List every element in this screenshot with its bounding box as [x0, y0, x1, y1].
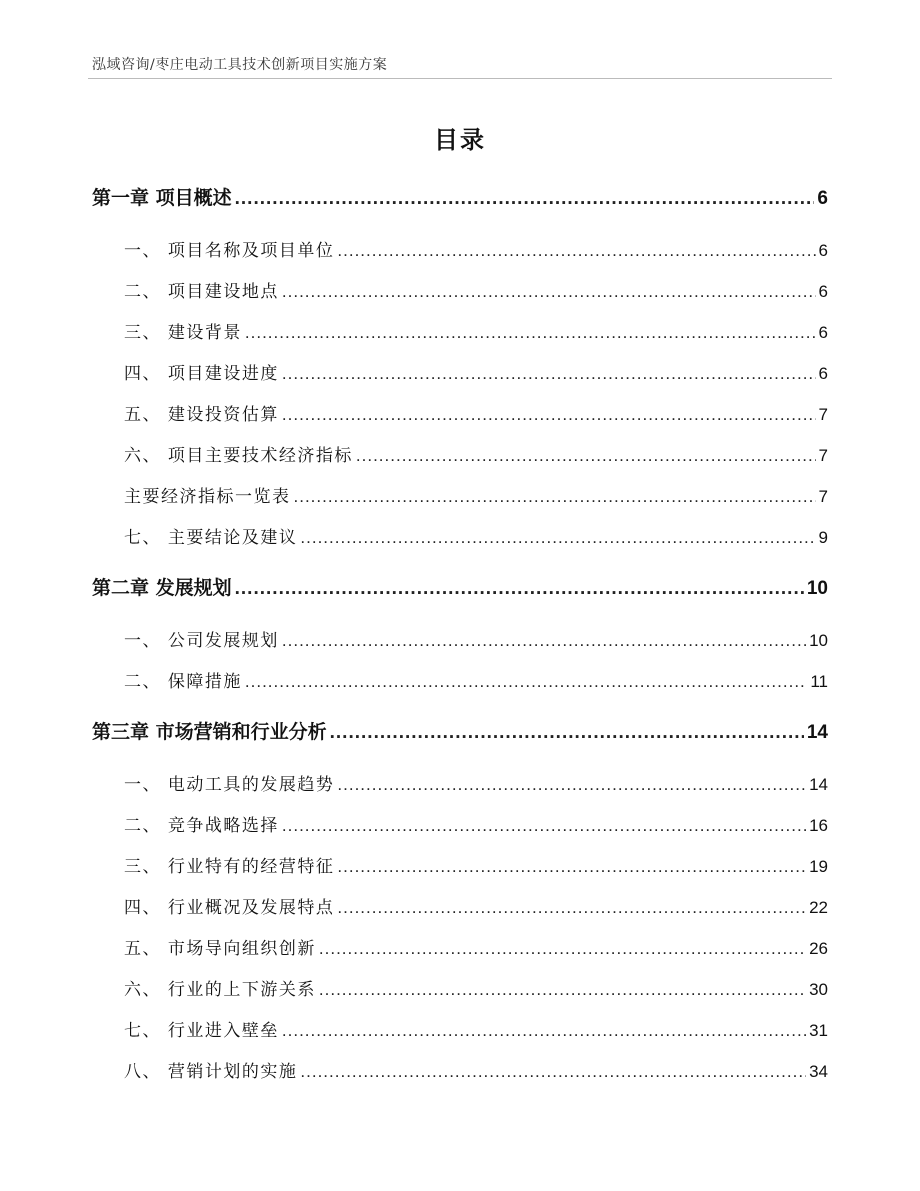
toc-leader-dots — [235, 569, 804, 609]
toc-section-label: 四、 项目建设进度 — [124, 364, 279, 384]
toc-leader-dots — [300, 517, 815, 558]
toc-leader-dots — [337, 887, 806, 928]
toc-section-label: 六、 项目主要技术经济指标 — [124, 446, 353, 466]
toc-section[interactable] — [92, 1051, 828, 1092]
toc-page-number: 6 — [818, 241, 828, 260]
toc-section-label: 一、 电动工具的发展趋势 — [124, 775, 335, 795]
toc-page-number: 10 — [809, 631, 828, 650]
toc-chapter-2[interactable] — [92, 568, 828, 608]
toc-leader-dots — [245, 661, 807, 702]
toc-page-number: 31 — [809, 1021, 828, 1040]
toc-section[interactable] — [92, 476, 828, 517]
toc-page-number: 16 — [809, 816, 828, 835]
toc-leader-dots — [282, 1010, 806, 1051]
toc-page-number: 6 — [818, 364, 828, 383]
toc-page-number: 11 — [810, 672, 828, 691]
toc-section[interactable] — [92, 846, 828, 887]
toc-section[interactable] — [92, 230, 828, 271]
toc-section[interactable] — [92, 928, 828, 969]
toc-leader-dots — [356, 435, 816, 476]
toc-chapter-3[interactable] — [92, 712, 828, 752]
toc-leader-dots — [330, 713, 804, 753]
toc-leader-dots — [245, 312, 816, 353]
toc-leader-dots — [294, 476, 816, 517]
toc-chapter-label: 第三章 市场营销和行业分析 — [92, 721, 327, 743]
toc-page-number: 6 — [818, 323, 828, 342]
toc-section-label: 五、 市场导向组织创新 — [124, 939, 316, 959]
toc-leader-dots — [235, 179, 815, 219]
toc-page-number: 19 — [809, 857, 828, 876]
toc-section-label: 一、 公司发展规划 — [124, 631, 279, 651]
toc-section-label: 二、 竞争战略选择 — [124, 816, 279, 836]
toc-page-number: 9 — [818, 528, 828, 547]
toc-page-number: 7 — [818, 405, 828, 424]
toc-leader-dots — [337, 230, 815, 271]
toc-page-number: 34 — [809, 1062, 828, 1081]
toc-chapter-1[interactable] — [92, 178, 828, 218]
toc-leader-dots — [282, 353, 816, 394]
toc-page-number: 6 — [817, 188, 828, 209]
toc-section-label: 八、 营销计划的实施 — [124, 1062, 298, 1082]
page-title: 目录 — [434, 125, 486, 154]
toc-section[interactable] — [92, 661, 828, 702]
toc-section-label: 七、 主要结论及建议 — [124, 528, 298, 548]
toc-section[interactable] — [92, 805, 828, 846]
toc-page-number: 6 — [818, 282, 828, 301]
toc-section[interactable] — [92, 312, 828, 353]
toc-page-number: 10 — [806, 578, 828, 599]
toc-page-number: 14 — [806, 722, 828, 743]
toc-page-number: 26 — [809, 939, 828, 958]
toc-section[interactable] — [92, 353, 828, 394]
toc-section[interactable] — [92, 969, 828, 1010]
toc-leader-dots — [282, 805, 806, 846]
toc-leader-dots — [319, 969, 806, 1010]
table-of-contents — [92, 178, 828, 1092]
toc-leader-dots — [337, 846, 806, 887]
toc-page-number: 7 — [818, 487, 828, 506]
toc-section-label: 主要经济指标一览表 — [124, 487, 291, 507]
toc-section-label: 二、 保障措施 — [124, 672, 242, 692]
toc-chapter-label: 第一章 项目概述 — [92, 187, 232, 209]
running-header: 泓域咨询/枣庄电动工具技术创新项目实施方案 — [92, 57, 388, 73]
toc-section[interactable] — [92, 435, 828, 476]
toc-section[interactable] — [92, 394, 828, 435]
toc-leader-dots — [282, 394, 816, 435]
toc-section-label: 三、 建设背景 — [124, 323, 242, 343]
toc-leader-dots — [300, 1051, 806, 1092]
toc-section[interactable] — [92, 620, 828, 661]
toc-section[interactable] — [92, 764, 828, 805]
toc-chapter-label: 第二章 发展规划 — [92, 577, 232, 599]
toc-leader-dots — [282, 620, 806, 661]
toc-section-label: 四、 行业概况及发展特点 — [124, 898, 335, 918]
header-divider — [88, 78, 832, 79]
toc-section-label: 三、 行业特有的经营特征 — [124, 857, 335, 877]
toc-section-label: 七、 行业进入壁垒 — [124, 1021, 279, 1041]
toc-leader-dots — [282, 271, 816, 312]
toc-page-number: 30 — [809, 980, 828, 999]
toc-section-label: 五、 建设投资估算 — [124, 405, 279, 425]
toc-leader-dots — [319, 928, 806, 969]
toc-page-number: 22 — [809, 898, 828, 917]
toc-section-label: 六、 行业的上下游关系 — [124, 980, 316, 1000]
toc-page-number: 7 — [818, 446, 828, 465]
toc-section-label: 一、 项目名称及项目单位 — [124, 241, 335, 261]
toc-section[interactable] — [92, 271, 828, 312]
toc-section[interactable] — [92, 887, 828, 928]
toc-section-label: 二、 项目建设地点 — [124, 282, 279, 302]
toc-section[interactable] — [92, 1010, 828, 1051]
toc-leader-dots — [337, 764, 806, 805]
toc-section[interactable] — [92, 517, 828, 558]
toc-page-number: 14 — [809, 775, 828, 794]
